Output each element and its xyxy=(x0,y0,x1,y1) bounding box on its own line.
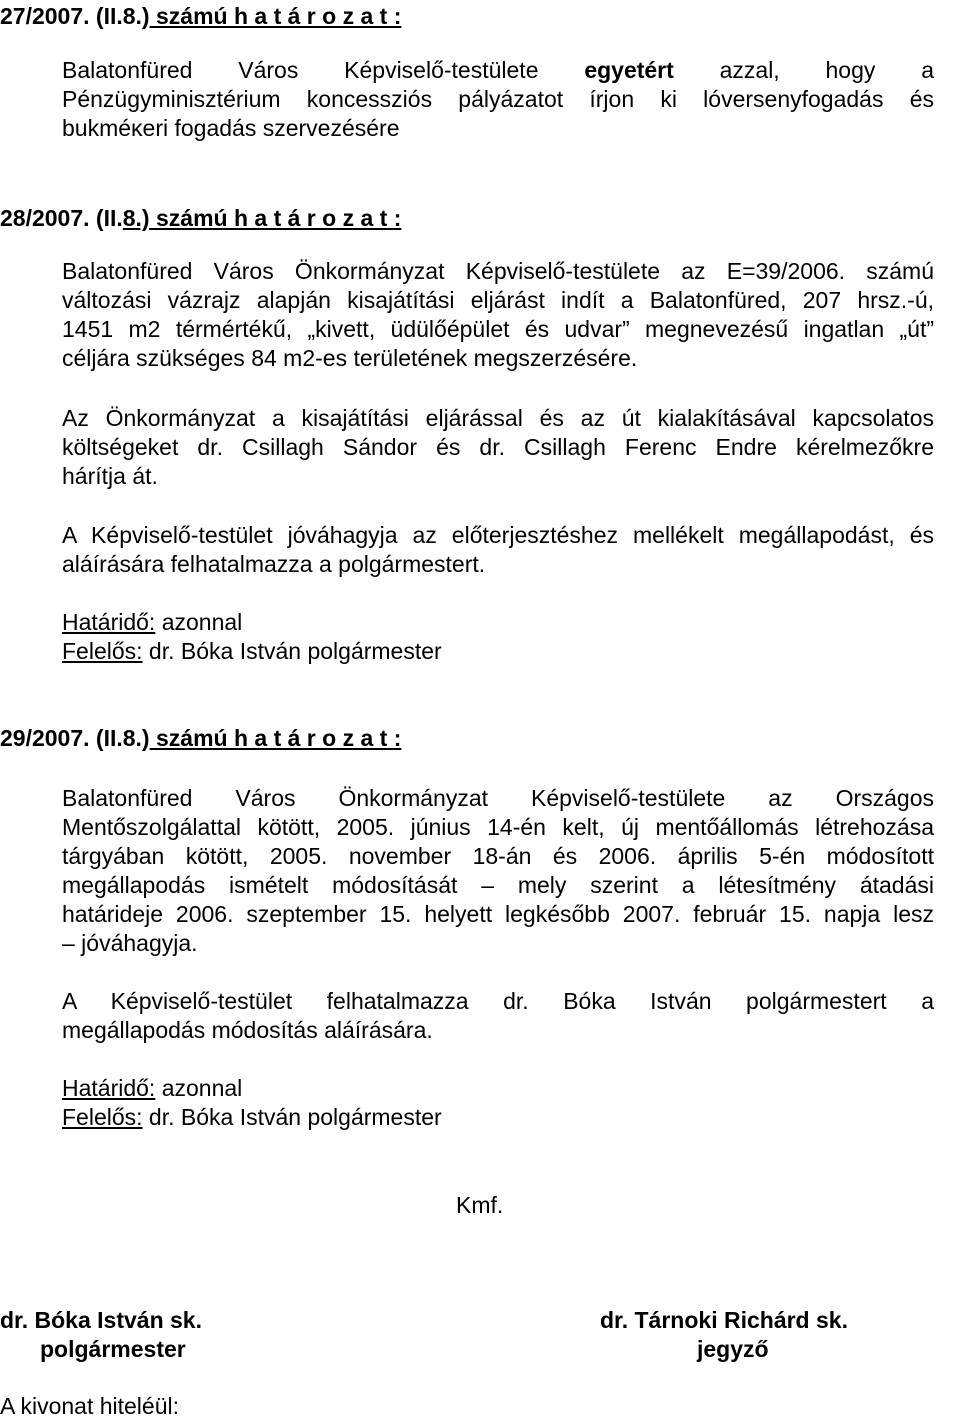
resolution-28-title: számú h a t á r o z a t : xyxy=(149,205,402,231)
resolution-29-p1-line-6: – jóváhagyja. xyxy=(62,930,198,956)
resolution-29-p1-line-3: tárgyában kötött, 2005. november 18-án és 2006. április 5-én módosított xyxy=(62,843,934,869)
resolution-28-paragraph-3 xyxy=(62,521,934,579)
signatory-left-role: polgármester xyxy=(40,1336,186,1362)
resolution-28-p1-line-3: 1451 m2 térmértékű, „kivett, üdülőépület és udvar” megnevezésű ingatlan „út” xyxy=(62,316,934,342)
resolution-28-p2-line-1: Az Önkormányzat a kisajátítási eljárással és az út kialakításával kapcsolatos xyxy=(62,405,934,431)
resolution-28-p2-line-2: költségeket dr. Csillagh Sándor és dr. Csillagh Ferenc Endre kérelmezőkre xyxy=(62,434,934,460)
resolution-27-line-1: Balatonfüred Város Képviselő-testülete egyetért azzal, hogy a xyxy=(62,57,934,83)
resolution-29-deadline xyxy=(62,1074,242,1103)
resolution-29-p1-line-2: Mentőszolgálattal kötött, 2005. június 14-én kelt, új mentőállomás létrehozása xyxy=(62,814,934,840)
resolution-29-p1-line-1: Balatonfüred Város Önkormányzat Képviselő-testülete az Országos xyxy=(62,785,934,811)
resolution-28-number-suffix: 8.) xyxy=(122,205,150,231)
resolution-28-heading xyxy=(0,204,401,233)
attestation-label: A kivonat hiteléül: xyxy=(0,1393,180,1419)
kmf-label: Kmf. xyxy=(456,1192,504,1218)
resolution-29-paragraph-1 xyxy=(62,784,934,958)
resolution-27-line-2: Pénzügyminisztérium koncessziós pályázatot írjon ki lóversenyfogadás és xyxy=(62,86,934,112)
deadline-value: azonnal xyxy=(155,1075,243,1101)
resolution-29-responsible xyxy=(62,1103,442,1132)
resolution-27-body xyxy=(62,56,934,143)
resolution-28-p3-line-2: aláírására felhatalmazza a polgármestert. xyxy=(62,551,486,577)
resolution-27-title: számú h a t á r o z a t : xyxy=(149,3,402,29)
resolution-27-number: 27/2007. (II.8.) xyxy=(0,3,150,29)
resolution-29-p1-line-4: megállapodás ismételt módosítását – mely szerint a létesítmény átadási xyxy=(62,872,934,898)
resolution-29-number: 29/2007. (II.8.) xyxy=(0,725,150,751)
resolution-29-paragraph-2 xyxy=(62,987,934,1045)
resolution-28-paragraph-2 xyxy=(62,404,934,491)
deadline-label: Határidő: xyxy=(62,609,156,635)
resolution-29-title: számú h a t á r o z a t : xyxy=(149,725,402,751)
resolution-28-paragraph-1 xyxy=(62,257,934,373)
signatory-right-name: dr. Tárnoki Richárd sk. xyxy=(600,1307,848,1333)
resolution-28-p1-line-4: céljára szükséges 84 m2-es területének megszerzésére. xyxy=(62,345,638,371)
resolution-28-p2-line-3: hárítja át. xyxy=(62,463,158,489)
responsible-label: Felelős: xyxy=(62,1104,143,1130)
resolution-28-number: 28/2007. (II. xyxy=(0,205,123,231)
signatory-left-name: dr. Bóka István sk. xyxy=(0,1307,202,1333)
deadline-value: azonnal xyxy=(155,609,243,635)
resolution-29-p1-line-5: határideje 2006. szeptember 15. helyett legkésőbb 2007. február 15. napja lesz xyxy=(62,901,934,927)
responsible-value: dr. Bóka István polgármester xyxy=(142,638,442,664)
resolution-28-p1-line-2: változási vázrajz alapján kisajátítási eljárást indít a Balatonfüred, 207 hrsz.-ú, xyxy=(62,287,934,313)
resolution-28-deadline xyxy=(62,608,242,637)
resolution-29-heading xyxy=(0,724,401,753)
responsible-value: dr. Bóka István polgármester xyxy=(142,1104,442,1130)
resolution-27-heading xyxy=(0,2,401,31)
resolution-28-p3-line-1: A Képviselő-testület jóváhagyja az előterjesztéshez mellékelt megállapodást, és xyxy=(62,522,934,548)
resolution-29-p2-line-2: megállapodás módosítás aláírására. xyxy=(62,1017,433,1043)
deadline-label: Határidő: xyxy=(62,1075,156,1101)
resolution-27-line-3: bukméκeri fogadás szervezésére xyxy=(62,115,400,141)
responsible-label: Felelős: xyxy=(62,638,143,664)
signatory-right-role: jegyző xyxy=(697,1336,769,1362)
resolution-28-responsible xyxy=(62,637,442,666)
resolution-27-keyword: egyetért xyxy=(584,57,674,83)
resolution-28-p1-line-1: Balatonfüred Város Önkormányzat Képviselő-testülete az E=39/2006. számú xyxy=(62,258,934,284)
resolution-29-p2-line-1: A Képviselő-testület felhatalmazza dr. Bóka István polgármestert a xyxy=(62,988,934,1014)
